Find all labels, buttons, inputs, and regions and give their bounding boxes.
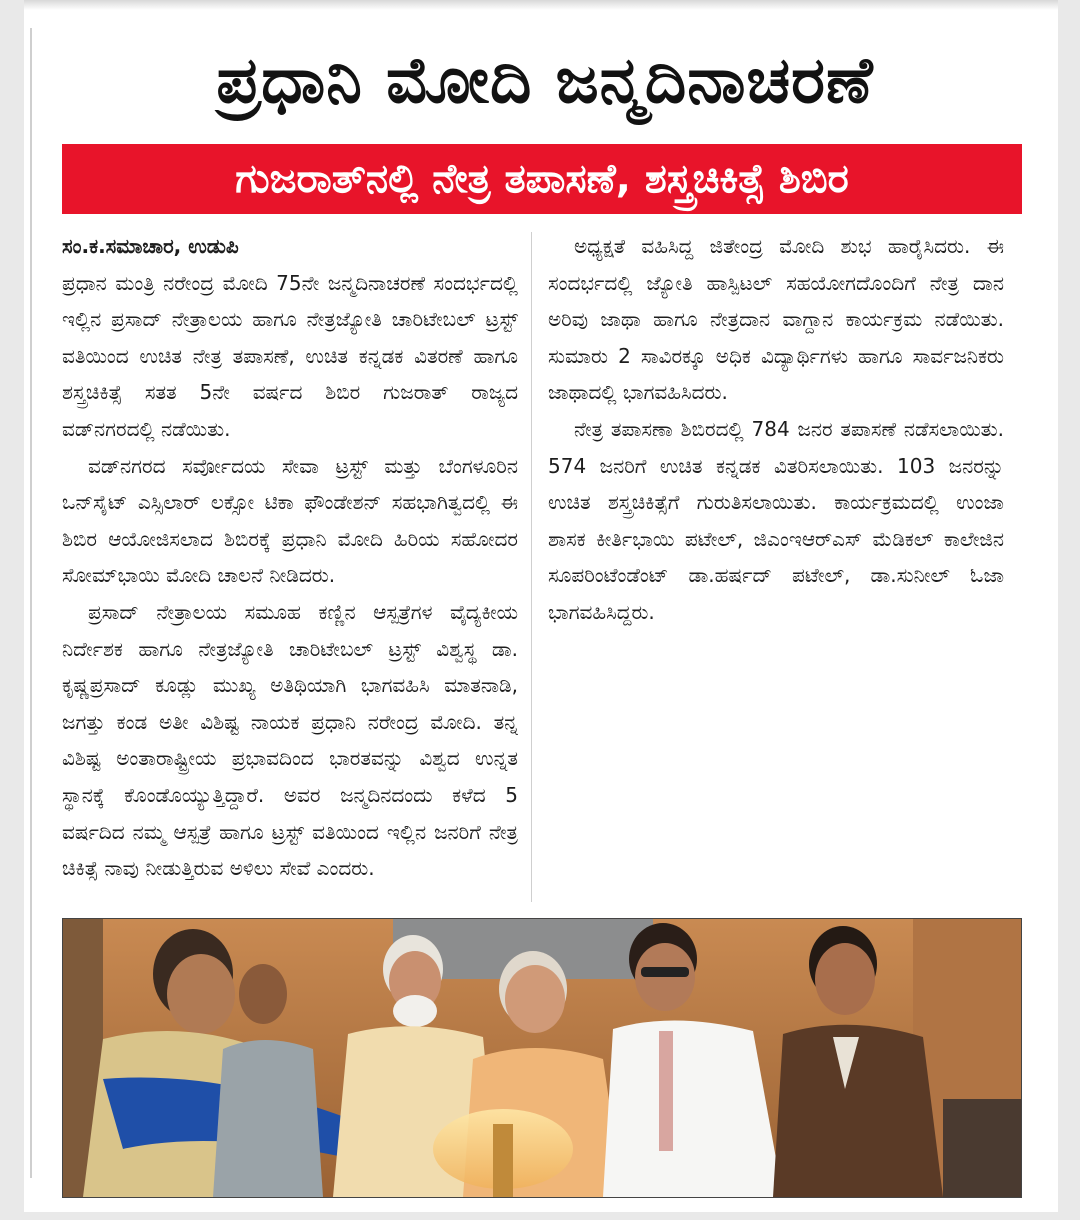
article-column-right xyxy=(548,228,1004,908)
paragraph-5: ನೇತ್ರ ತಪಾಸಣಾ ಶಿಬಿರದಲ್ಲಿ 784 ಜನರ ತಪಾಸಣೆ ನಡೆಸಲಾಯಿತು. 574 ಜನರಿಗೆ ಉಚಿತ ಕನ್ನಡಕ ವಿತರಿಸಲಾಯಿತು. 103 ಜನರನ್ನು ಉಚಿತ ಶಸ್ತ್ರಚಿಕಿತ್ಸೆಗೆ ಗುರುತಿಸಲಾಯಿತು. ಕಾರ್ಯಕ್ರಮದಲ್ಲಿ ಉಂಜಾ ಶಾಸಕ ಕೀರ್ತಿಭಾಯಿ ಪಟೇಲ್, ಜಿಎಂಇಆರ್‌ಎಸ್ ಮೆಡಿಕಲ್ ಕಾಲೇಜಿನ ಸೂಪರಿಂಟೆಂಡೆಂಟ್ ಡಾ.ಹರ್ಷದ್ ಪಟೇಲ್, ಡಾ.ಸುನೀಲ್ ಓಜಾ ಭಾಗವಹಿಸಿದ್ದರು. xyxy=(548,416,1004,624)
subheadline: ಗುಜರಾತ್‌ನಲ್ಲಿ ನೇತ್ರ ತಪಾಸಣೆ, ಶಸ್ತ್ರಚಿಕಿತ್ಸೆ ಶಿಬಿರ xyxy=(62,144,1022,214)
dateline: ಸಂ.ಕ.ಸಮಾಚಾರ, ಉಡುಪಿ xyxy=(62,234,239,258)
paragraph-1: ಪ್ರಧಾನ ಮಂತ್ರಿ ನರೇಂದ್ರ ಮೋದಿ 75ನೇ ಜನ್ಮದಿನಾಚರಣೆ ಸಂದರ್ಭದಲ್ಲಿ ಇಲ್ಲಿನ ಪ್ರಸಾದ್ ನೇತ್ರಾಲಯ ಹಾಗೂ ನೇತ್ರಜ್ಯೋತಿ ಚಾರಿಟೇಬಲ್ ಟ್ರಸ್ಟ್ ವತಿಯಿಂದ ಉಚಿತ ನೇತ್ರ ತಪಾಸಣೆ, ಉಚಿತ ಕನ್ನಡಕ ವಿತರಣೆ ಹಾಗೂ ಶಸ್ತ್ರಚಿಕಿತ್ಸೆ ಸತತ 5ನೇ ವರ್ಷದ ಶಿಬಿರ ಗುಜರಾತ್ ರಾಜ್ಯದ ವಡ್‌ನಗರದಲ್ಲಿ ನಡೆಯಿತು. xyxy=(62,270,518,441)
column-divider xyxy=(531,232,532,902)
paragraph-2: ವಡ್‌ನಗರದ ಸರ್ವೋದಯ ಸೇವಾ ಟ್ರಸ್ಟ್ ಮತ್ತು ಬೆಂಗಳೂರಿನ ಒನ್‌ಸೈಟ್ ಎಸ್ಸಿಲಾರ್ ಲಕ್ಸೋ ಟಿಕಾ ಫೌಂಡೇಶನ್ ಸಹಭಾಗಿತ್ವದಲ್ಲಿ ಈ ಶಿಬಿರ ಆಯೋಜಿಸಲಾದ ಶಿಬಿರಕ್ಕೆ ಪ್ರಧಾನಿ ಮೋದಿ ಹಿರಿಯ ಸಹೋದರ ಸೋಮ್‌ಭಾಯಿ ಮೋದಿ ಚಾಲನೆ ನೀಡಿದರು. xyxy=(62,453,518,588)
article-column-left xyxy=(62,228,518,908)
headline: ಪ್ರಧಾನಿ ಮೋದಿ ಜನ್ಮದಿನಾಚರಣೆ xyxy=(216,44,874,118)
newspaper-clipping xyxy=(24,0,1058,1212)
event-photo xyxy=(62,918,1022,1198)
paragraph-3: ಪ್ರಸಾದ್ ನೇತ್ರಾಲಯ ಸಮೂಹ ಕಣ್ಣಿನ ಆಸ್ಪತ್ರೆಗಳ ವೈದ್ಯಕೀಯ ನಿರ್ದೇಶಕ ಹಾಗೂ ನೇತ್ರಜ್ಯೋತಿ ಚಾರಿಟೇಬಲ್ ಟ್ರಸ್ಟ್ ವಿಶ್ವಸ್ಥ ಡಾ. ಕೃಷ್ಣಪ್ರಸಾದ್ ಕೂಡ್ಲು ಮುಖ್ಯ ಅತಿಥಿಯಾಗಿ ಭಾಗವಹಿಸಿ ಮಾತನಾಡಿ, ಜಗತ್ತು ಕಂಡ ಅತೀ ವಿಶಿಷ್ಟ ನಾಯಕ ಪ್ರಧಾನಿ ನರೇಂದ್ರ ಮೋದಿ. ತನ್ನ ವಿಶಿಷ್ಟ ಅಂತಾರಾಷ್ಟ್ರೀಯ ಪ್ರಭಾವದಿಂದ ಭಾರತವನ್ನು ವಿಶ್ವದ ಉನ್ನತ ಸ್ಥಾನಕ್ಕೆ ಕೊಂಡೊಯ್ಯುತ್ತಿದ್ದಾರೆ. ಅವರ ಜನ್ಮದಿನದಂದು ಕಳೆದ 5 ವರ್ಷದಿದ ನಮ್ಮ ಆಸ್ಪತ್ರೆ ಹಾಗೂ ಟ್ರಸ್ಟ್ ವತಿಯಿಂದ ಇಲ್ಲಿನ ಜನರಿಗೆ ನೇತ್ರ ಚಿಕಿತ್ಸೆ ನಾವು ನೀಡುತ್ತಿರುವ ಅಳಿಲು ಸೇವೆ ಎಂದರು. xyxy=(62,599,518,881)
event-photo-illustration xyxy=(63,919,1021,1197)
scan-edge xyxy=(24,0,1058,10)
left-margin-rule xyxy=(30,28,32,1178)
paragraph-4: ಅಧ್ಯಕ್ಷತೆ ವಹಿಸಿದ್ದ ಜಿತೇಂದ್ರ ಮೋದಿ ಶುಭ ಹಾರೈಸಿದರು. ಈ ಸಂದರ್ಭದಲ್ಲಿ ಜ್ಯೋತಿ ಹಾಸ್ಪಿಟಲ್ ಸಹಯೋಗದೊಂದಿಗೆ ನೇತ್ರ ದಾನ ಅರಿವು ಜಾಥಾ ಹಾಗೂ ನೇತ್ರದಾನ ವಾಗ್ದಾನ ಕಾರ್ಯಕ್ರಮ ನಡೆಯಿತು. ಸುಮಾರು 2 ಸಾವಿರಕ್ಕೂ ಅಧಿಕ ವಿದ್ಯಾರ್ಥಿಗಳು ಹಾಗೂ ಸಾರ್ವಜನಿಕರು ಜಾಥಾದಲ್ಲಿ ಭಾಗವಹಿಸಿದರು. xyxy=(548,234,1004,405)
